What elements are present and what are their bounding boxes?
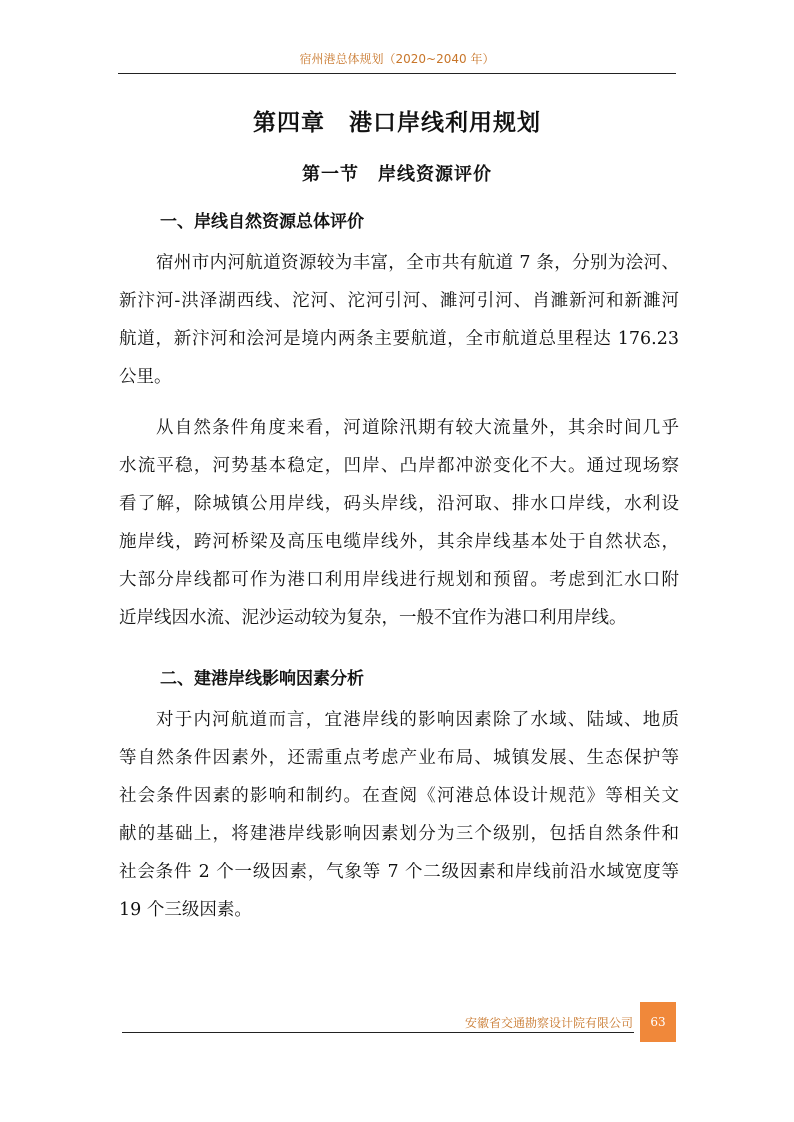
paragraph-2 bbox=[119, 409, 679, 637]
paragraph-3 bbox=[119, 701, 679, 929]
footer-rule bbox=[122, 1032, 634, 1033]
text-line: 从自然条件角度来看，河道除汛期有较大流量外，其余时间几乎 bbox=[156, 418, 679, 438]
paragraph-1 bbox=[119, 244, 679, 396]
page-header: 宿州港总体规划（2020~2040 年） bbox=[299, 52, 495, 66]
text-line: 宿州市内河航道资源较为丰富，全市共有航道 7 条，分别为浍河、 bbox=[156, 253, 679, 273]
header-rule bbox=[118, 73, 676, 74]
text-line: 献的基础上，将建港岸线影响因素划分为三个级别，包括自然条件和 bbox=[119, 824, 679, 844]
chapter-title: 第四章 港口岸线利用规划 bbox=[253, 110, 541, 136]
page-number: 63 bbox=[640, 1002, 676, 1042]
text-line: 公里。 bbox=[119, 367, 172, 387]
text-line: 施岸线，跨河桥梁及高压电缆岸线外，其余岸线基本处于自然状态， bbox=[119, 532, 679, 552]
text-line: 社会条件 2 个一级因素，气象等 7 个二级因素和岸线前沿水域宽度等 bbox=[119, 862, 679, 882]
text-line: 对于内河航道而言，宜港岸线的影响因素除了水域、陆域、地质 bbox=[156, 710, 679, 730]
text-line: 看了解，除城镇公用岸线，码头岸线，沿河取、排水口岸线，水利设 bbox=[119, 494, 679, 514]
text-line: 等自然条件因素外，还需重点考虑产业布局、城镇发展、生态保护等 bbox=[119, 748, 679, 768]
section-title: 第一节 岸线资源评价 bbox=[302, 164, 492, 185]
text-line: 水流平稳，河势基本稳定，凹岸、凸岸都冲淤变化不大。通过现场察 bbox=[119, 456, 679, 476]
text-line: 大部分岸线都可作为港口利用岸线进行规划和预留。考虑到汇水口附 bbox=[119, 570, 679, 590]
text-line: 新汴河-洪泽湖西线、沱河、沱河引河、濉河引河、肖濉新河和新濉河 bbox=[119, 291, 679, 311]
text-line: 社会条件因素的影响和制约。在查阅《河港总体设计规范》等相关文 bbox=[119, 786, 679, 806]
text-line: 近岸线因水流、泥沙运动较为复杂，一般不宜作为港口利用岸线。 bbox=[119, 608, 627, 628]
footer-company: 安徽省交通勘察设计院有限公司 bbox=[464, 1016, 633, 1030]
text-line: 19 个三级因素。 bbox=[119, 900, 252, 920]
text-line: 航道，新汴河和浍河是境内两条主要航道，全市航道总里程达 176.23 bbox=[119, 329, 679, 349]
subheading-2: 二、建港岸线影响因素分析 bbox=[160, 669, 364, 689]
subheading-1: 一、岸线自然资源总体评价 bbox=[160, 212, 364, 232]
